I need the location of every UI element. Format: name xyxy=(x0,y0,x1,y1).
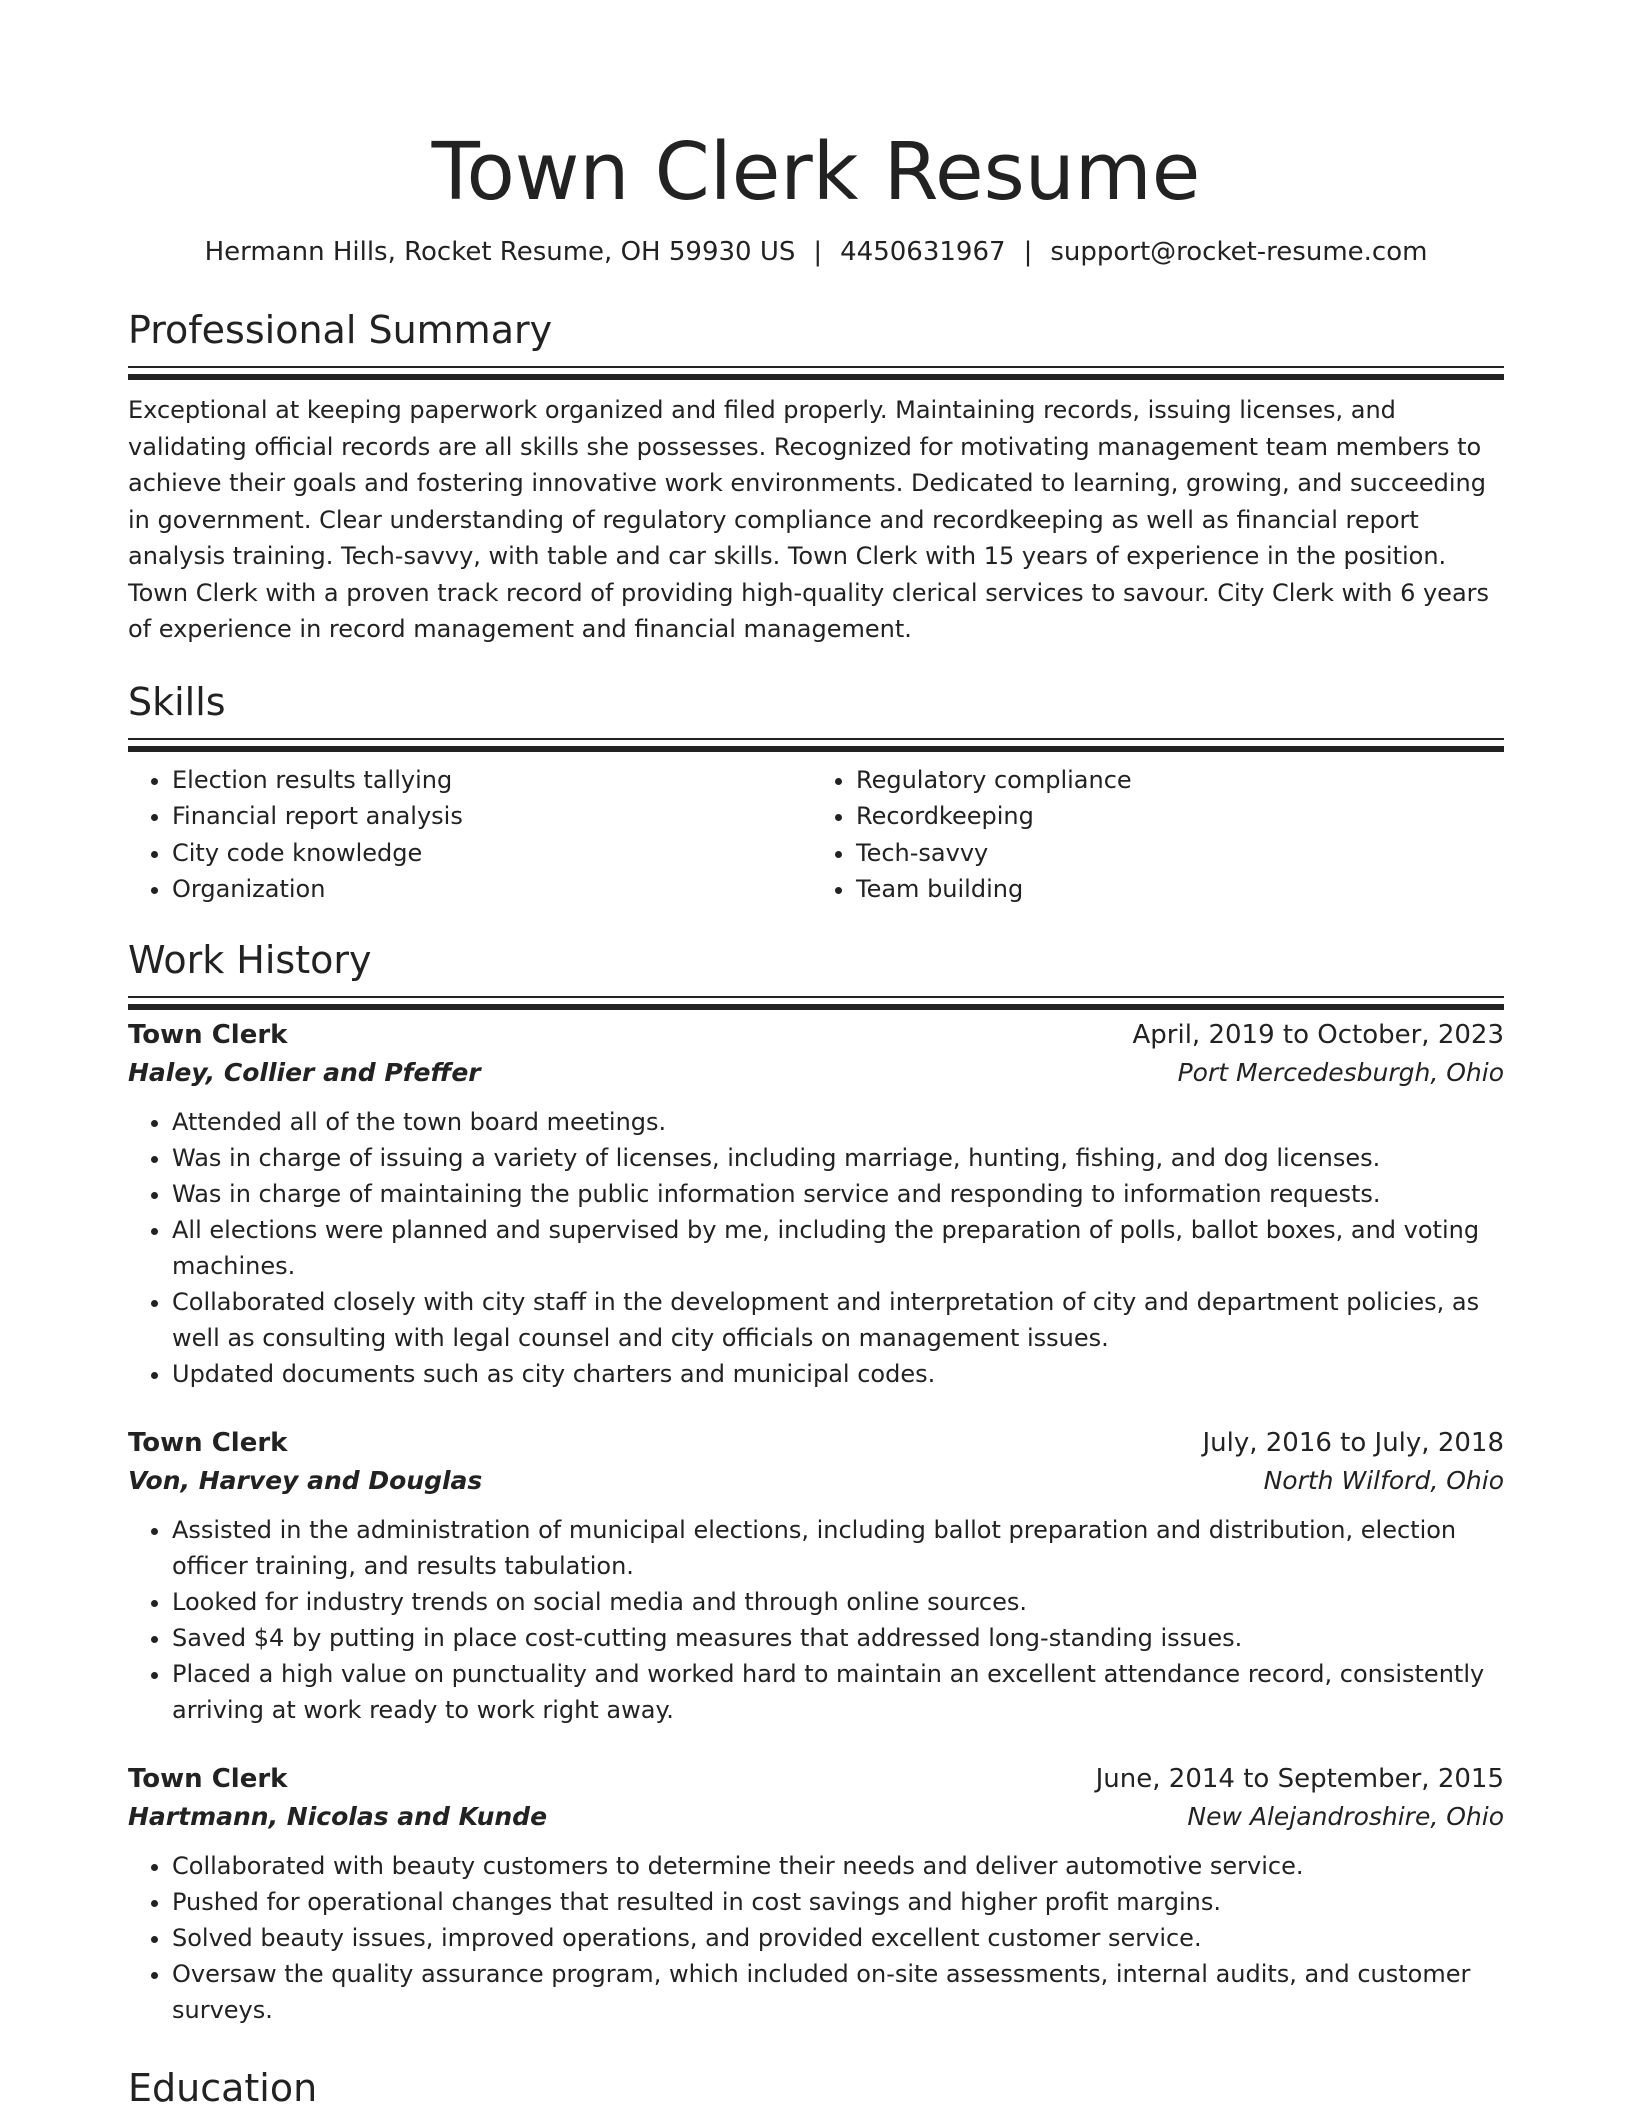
summary-text: Exceptional at keeping paperwork organized and filed properly. Maintaining records, issuing licenses, and validating official records are all skills she possesses. Recognized for motivating management team members to achieve their goals and fostering innovative work environments. Dedicated to learning, growing, and succeeding in government. Clear understanding of regulatory compliance and recordkeeping as well as financial report analysis training. Tech-savvy, with table and car skills. Town Clerk with 15 years of experience in the position. Town Clerk with a proven track record of providing high-quality clerical services to savour. City Clerk with 6 years of experience in record management and financial management. xyxy=(128,396,1490,643)
job-bullet: • Collaborated closely with city staff in the development and interpretation of city and department policies, as well as consulting with legal counsel and city officials on management issues. xyxy=(172,1284,1504,1356)
skills-list-right xyxy=(812,762,1496,908)
skills-section xyxy=(128,678,1504,908)
job-header-row xyxy=(128,1424,1504,1462)
job-bullets xyxy=(128,1848,1504,2028)
job-bullet: • Attended all of the town board meetings. xyxy=(172,1104,1504,1140)
section-divider xyxy=(128,996,1504,998)
contact-phone: 4450631967 xyxy=(840,237,1006,267)
job-company-row xyxy=(128,1054,1504,1092)
skills-columns xyxy=(128,762,1504,908)
skill-item: • City code knowledge xyxy=(172,835,812,872)
contact-separator: | xyxy=(1023,237,1033,267)
contact-line xyxy=(128,234,1504,270)
contact-email: support@rocket-resume.com xyxy=(1050,237,1428,267)
job-entry xyxy=(128,1424,1504,1728)
skill-item: • Team building xyxy=(856,871,1496,908)
job-company: Von, Harvey and Douglas xyxy=(128,1465,483,1495)
section-heading-skills: Skills xyxy=(128,679,226,724)
job-company: Hartmann, Nicolas and Kunde xyxy=(128,1801,548,1831)
skill-item: • Recordkeeping xyxy=(856,798,1496,835)
skill-item: • Organization xyxy=(172,871,812,908)
job-dates: June, 2014 to September, 2015 xyxy=(1095,1763,1504,1794)
job-bullet: • Assisted in the administration of municipal elections, including ballot preparation and distribution, election officer training, and results tabulation. xyxy=(172,1512,1504,1584)
job-location: New Alejandroshire, Ohio xyxy=(1187,1801,1504,1831)
job-bullet: • Collaborated with beauty customers to determine their needs and deliver automotive service. xyxy=(172,1848,1504,1884)
section-divider xyxy=(128,738,1504,740)
contact-separator: | xyxy=(813,237,823,267)
job-bullet: • Looked for industry trends on social media and through online sources. xyxy=(172,1584,1504,1620)
job-location: Port Mercedesburgh, Ohio xyxy=(1177,1057,1504,1087)
job-bullet: • Was in charge of issuing a variety of licenses, including marriage, hunting, fishing, and dog licenses. xyxy=(172,1140,1504,1176)
job-company-row xyxy=(128,1798,1504,1836)
job-bullet: • Solved beauty issues, improved operations, and provided excellent customer service. xyxy=(172,1920,1504,1956)
job-company-row xyxy=(128,1462,1504,1500)
skill-item: • Election results tallying xyxy=(172,762,812,799)
job-bullet: • Saved $4 by putting in place cost-cutting measures that addressed long-standing issues. xyxy=(172,1620,1504,1656)
job-dates: July, 2016 to July, 2018 xyxy=(1202,1427,1504,1458)
job-bullet: • Pushed for operational changes that resulted in cost savings and higher profit margins. xyxy=(172,1884,1504,1920)
job-title: Town Clerk xyxy=(128,1019,288,1050)
resume-page xyxy=(128,0,1504,2112)
job-entry xyxy=(128,1016,1504,1392)
job-bullet: • Was in charge of maintaining the public information service and responding to information requests. xyxy=(172,1176,1504,1212)
skill-item: • Tech-savvy xyxy=(856,835,1496,872)
job-bullet: • Updated documents such as city charters and municipal codes. xyxy=(172,1356,1504,1392)
job-header-row xyxy=(128,1760,1504,1798)
job-bullets xyxy=(128,1104,1504,1392)
job-title: Town Clerk xyxy=(128,1427,288,1458)
contact-address: Hermann Hills, Rocket Resume, OH 59930 US xyxy=(204,237,796,267)
professional-summary-section xyxy=(128,306,1504,648)
job-title: Town Clerk xyxy=(128,1763,288,1794)
skill-item: • Financial report analysis xyxy=(172,798,812,835)
skills-list-left xyxy=(128,762,812,908)
section-heading-summary: Professional Summary xyxy=(128,308,553,352)
job-dates: April, 2019 to October, 2023 xyxy=(1132,1019,1504,1050)
job-company: Haley, Collier and Pfeffer xyxy=(128,1057,481,1087)
job-bullet: • Placed a high value on punctuality and worked hard to maintain an excellent attendance record, consistently arriving at work ready to work right away. xyxy=(172,1656,1504,1728)
section-divider xyxy=(128,366,1504,368)
education-section xyxy=(128,2064,1504,2112)
job-bullet: • Oversaw the quality assurance program, which included on-site assessments, internal audits, and customer surveys. xyxy=(172,1956,1504,2028)
job-header-row xyxy=(128,1016,1504,1054)
section-heading-work: Work History xyxy=(128,937,372,982)
job-entry xyxy=(128,1760,1504,2028)
job-bullets xyxy=(128,1512,1504,1728)
skill-item: • Regulatory compliance xyxy=(856,762,1496,799)
resume-title: Town Clerk Resume xyxy=(431,126,1201,218)
job-location: North Wilford, Ohio xyxy=(1263,1465,1504,1495)
job-bullet: • All elections were planned and supervised by me, including the preparation of polls, ballot boxes, and voting machines. xyxy=(172,1212,1504,1284)
section-heading-education: Education xyxy=(128,2065,318,2110)
work-history-section xyxy=(128,936,1504,2028)
